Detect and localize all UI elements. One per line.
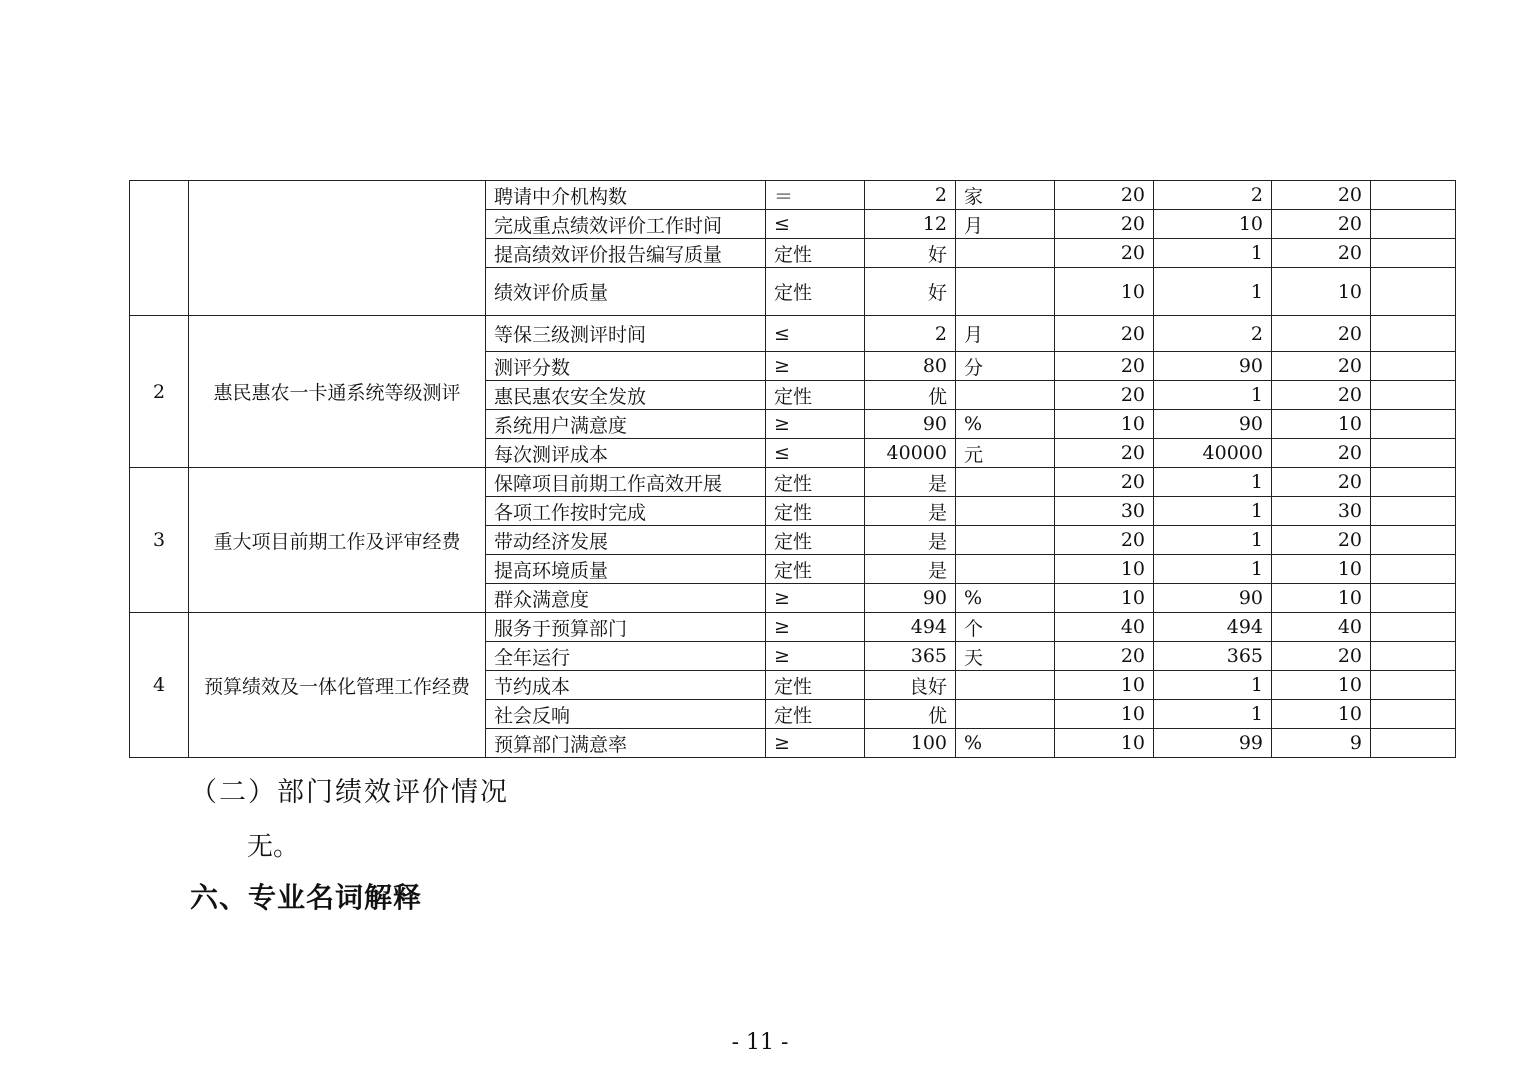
actual-cell: 2 (1154, 181, 1272, 210)
row-index-cell: 4 (130, 613, 189, 758)
operator-cell: 定性 (766, 381, 865, 410)
weight-cell: 20 (1055, 439, 1154, 468)
note-cell (1371, 613, 1456, 642)
operator-cell: ≥ (766, 584, 865, 613)
indicator-cell: 提高绩效评价报告编写质量 (486, 239, 766, 268)
unit-cell (956, 268, 1055, 316)
actual-cell: 1 (1154, 468, 1272, 497)
note-cell (1371, 181, 1456, 210)
unit-cell: 分 (956, 352, 1055, 381)
unit-cell: 元 (956, 439, 1055, 468)
unit-cell (956, 700, 1055, 729)
operator-cell: ＝ (766, 181, 865, 210)
operator-cell: ≤ (766, 316, 865, 352)
actual-cell: 90 (1154, 584, 1272, 613)
score-cell: 20 (1272, 381, 1371, 410)
actual-cell: 494 (1154, 613, 1272, 642)
target-cell: 好 (865, 239, 956, 268)
indicator-cell: 全年运行 (486, 642, 766, 671)
note-cell (1371, 526, 1456, 555)
weight-cell: 20 (1055, 210, 1154, 239)
target-cell: 365 (865, 642, 956, 671)
performance-table (129, 180, 1456, 758)
operator-cell: 定性 (766, 700, 865, 729)
weight-cell: 20 (1055, 181, 1154, 210)
target-cell: 好 (865, 268, 956, 316)
target-cell: 90 (865, 410, 956, 439)
score-cell: 30 (1272, 497, 1371, 526)
unit-cell: 个 (956, 613, 1055, 642)
weight-cell: 20 (1055, 352, 1154, 381)
score-cell: 10 (1272, 555, 1371, 584)
indicator-cell: 节约成本 (486, 671, 766, 700)
indicator-cell: 绩效评价质量 (486, 268, 766, 316)
actual-cell: 365 (1154, 642, 1272, 671)
note-cell (1371, 268, 1456, 316)
target-cell: 优 (865, 700, 956, 729)
score-cell: 10 (1272, 410, 1371, 439)
operator-cell: 定性 (766, 497, 865, 526)
target-cell: 2 (865, 181, 956, 210)
unit-cell: 家 (956, 181, 1055, 210)
target-cell: 12 (865, 210, 956, 239)
target-cell: 80 (865, 352, 956, 381)
score-cell: 20 (1272, 181, 1371, 210)
note-cell (1371, 700, 1456, 729)
score-cell: 20 (1272, 642, 1371, 671)
actual-cell: 1 (1154, 381, 1272, 410)
unit-cell (956, 239, 1055, 268)
actual-cell: 90 (1154, 410, 1272, 439)
note-cell (1371, 316, 1456, 352)
section-paragraph: 无。 (247, 832, 300, 862)
chapter-heading: 六、专业名词解释 (190, 881, 423, 914)
indicator-cell: 社会反响 (486, 700, 766, 729)
table-body (130, 181, 1456, 758)
target-cell: 494 (865, 613, 956, 642)
section-title: （二）部门绩效评价情况 (190, 777, 509, 808)
operator-cell: 定性 (766, 526, 865, 555)
operator-cell: 定性 (766, 239, 865, 268)
note-cell (1371, 584, 1456, 613)
operator-cell: ≥ (766, 352, 865, 381)
row-index-cell: 2 (130, 316, 189, 468)
note-cell (1371, 410, 1456, 439)
weight-cell: 10 (1055, 671, 1154, 700)
weight-cell: 10 (1055, 700, 1154, 729)
score-cell: 10 (1272, 584, 1371, 613)
indicator-cell: 提高环境质量 (486, 555, 766, 584)
target-cell: 良好 (865, 671, 956, 700)
actual-cell: 1 (1154, 700, 1272, 729)
score-cell: 20 (1272, 210, 1371, 239)
indicator-cell: 完成重点绩效评价工作时间 (486, 210, 766, 239)
indicator-cell: 系统用户满意度 (486, 410, 766, 439)
operator-cell: ≤ (766, 210, 865, 239)
weight-cell: 30 (1055, 497, 1154, 526)
score-cell: 40 (1272, 613, 1371, 642)
actual-cell: 1 (1154, 268, 1272, 316)
table-row (130, 468, 1456, 497)
target-cell: 优 (865, 381, 956, 410)
table-row (130, 181, 1456, 210)
indicator-cell: 聘请中介机构数 (486, 181, 766, 210)
unit-cell: % (956, 410, 1055, 439)
actual-cell: 10 (1154, 210, 1272, 239)
note-cell (1371, 210, 1456, 239)
unit-cell: % (956, 729, 1055, 758)
note-cell (1371, 555, 1456, 584)
actual-cell: 1 (1154, 671, 1272, 700)
note-cell (1371, 497, 1456, 526)
score-cell: 9 (1272, 729, 1371, 758)
operator-cell: ≥ (766, 642, 865, 671)
actual-cell: 99 (1154, 729, 1272, 758)
note-cell (1371, 671, 1456, 700)
score-cell: 20 (1272, 239, 1371, 268)
indicator-cell: 惠民惠农安全发放 (486, 381, 766, 410)
note-cell (1371, 468, 1456, 497)
note-cell (1371, 642, 1456, 671)
page-number: - 11 - (731, 1030, 789, 1055)
target-cell: 是 (865, 555, 956, 584)
weight-cell: 10 (1055, 410, 1154, 439)
indicator-cell: 群众满意度 (486, 584, 766, 613)
weight-cell: 10 (1055, 555, 1154, 584)
project-name-cell: 重大项目前期工作及评审经费 (189, 468, 486, 613)
indicator-cell: 每次测评成本 (486, 439, 766, 468)
unit-cell (956, 468, 1055, 497)
target-cell: 2 (865, 316, 956, 352)
score-cell: 10 (1272, 268, 1371, 316)
indicator-cell: 等保三级测评时间 (486, 316, 766, 352)
unit-cell (956, 671, 1055, 700)
score-cell: 20 (1272, 352, 1371, 381)
actual-cell: 1 (1154, 497, 1272, 526)
score-cell: 20 (1272, 468, 1371, 497)
indicator-cell: 各项工作按时完成 (486, 497, 766, 526)
unit-cell (956, 555, 1055, 584)
target-cell: 90 (865, 584, 956, 613)
table-row (130, 613, 1456, 642)
weight-cell: 20 (1055, 316, 1154, 352)
operator-cell: ≤ (766, 439, 865, 468)
indicator-cell: 预算部门满意率 (486, 729, 766, 758)
weight-cell: 10 (1055, 268, 1154, 316)
operator-cell: ≥ (766, 410, 865, 439)
score-cell: 20 (1272, 526, 1371, 555)
weight-cell: 20 (1055, 239, 1154, 268)
note-cell (1371, 729, 1456, 758)
project-name-cell: 预算绩效及一体化管理工作经费 (189, 613, 486, 758)
indicator-cell: 带动经济发展 (486, 526, 766, 555)
row-index-cell (130, 181, 189, 316)
weight-cell: 20 (1055, 526, 1154, 555)
project-name-cell: 惠民惠农一卡通系统等级测评 (189, 316, 486, 468)
actual-cell: 1 (1154, 526, 1272, 555)
target-cell: 是 (865, 526, 956, 555)
weight-cell: 10 (1055, 729, 1154, 758)
actual-cell: 1 (1154, 239, 1272, 268)
indicator-cell: 保障项目前期工作高效开展 (486, 468, 766, 497)
score-cell: 10 (1272, 671, 1371, 700)
row-index-cell: 3 (130, 468, 189, 613)
operator-cell: 定性 (766, 468, 865, 497)
operator-cell: ≥ (766, 729, 865, 758)
note-cell (1371, 239, 1456, 268)
target-cell: 100 (865, 729, 956, 758)
operator-cell: ≥ (766, 613, 865, 642)
operator-cell: 定性 (766, 671, 865, 700)
note-cell (1371, 381, 1456, 410)
actual-cell: 40000 (1154, 439, 1272, 468)
note-cell (1371, 439, 1456, 468)
target-cell: 是 (865, 497, 956, 526)
score-cell: 20 (1272, 439, 1371, 468)
operator-cell: 定性 (766, 268, 865, 316)
target-cell: 是 (865, 468, 956, 497)
unit-cell (956, 526, 1055, 555)
weight-cell: 10 (1055, 584, 1154, 613)
unit-cell (956, 497, 1055, 526)
weight-cell: 20 (1055, 468, 1154, 497)
weight-cell: 40 (1055, 613, 1154, 642)
project-name-cell (189, 181, 486, 316)
unit-cell (956, 381, 1055, 410)
indicator-cell: 测评分数 (486, 352, 766, 381)
table-row (130, 316, 1456, 352)
unit-cell: 天 (956, 642, 1055, 671)
unit-cell: % (956, 584, 1055, 613)
score-cell: 20 (1272, 316, 1371, 352)
score-cell: 10 (1272, 700, 1371, 729)
weight-cell: 20 (1055, 642, 1154, 671)
unit-cell: 月 (956, 316, 1055, 352)
target-cell: 40000 (865, 439, 956, 468)
unit-cell: 月 (956, 210, 1055, 239)
weight-cell: 20 (1055, 381, 1154, 410)
operator-cell: 定性 (766, 555, 865, 584)
actual-cell: 2 (1154, 316, 1272, 352)
actual-cell: 1 (1154, 555, 1272, 584)
note-cell (1371, 352, 1456, 381)
actual-cell: 90 (1154, 352, 1272, 381)
indicator-cell: 服务于预算部门 (486, 613, 766, 642)
